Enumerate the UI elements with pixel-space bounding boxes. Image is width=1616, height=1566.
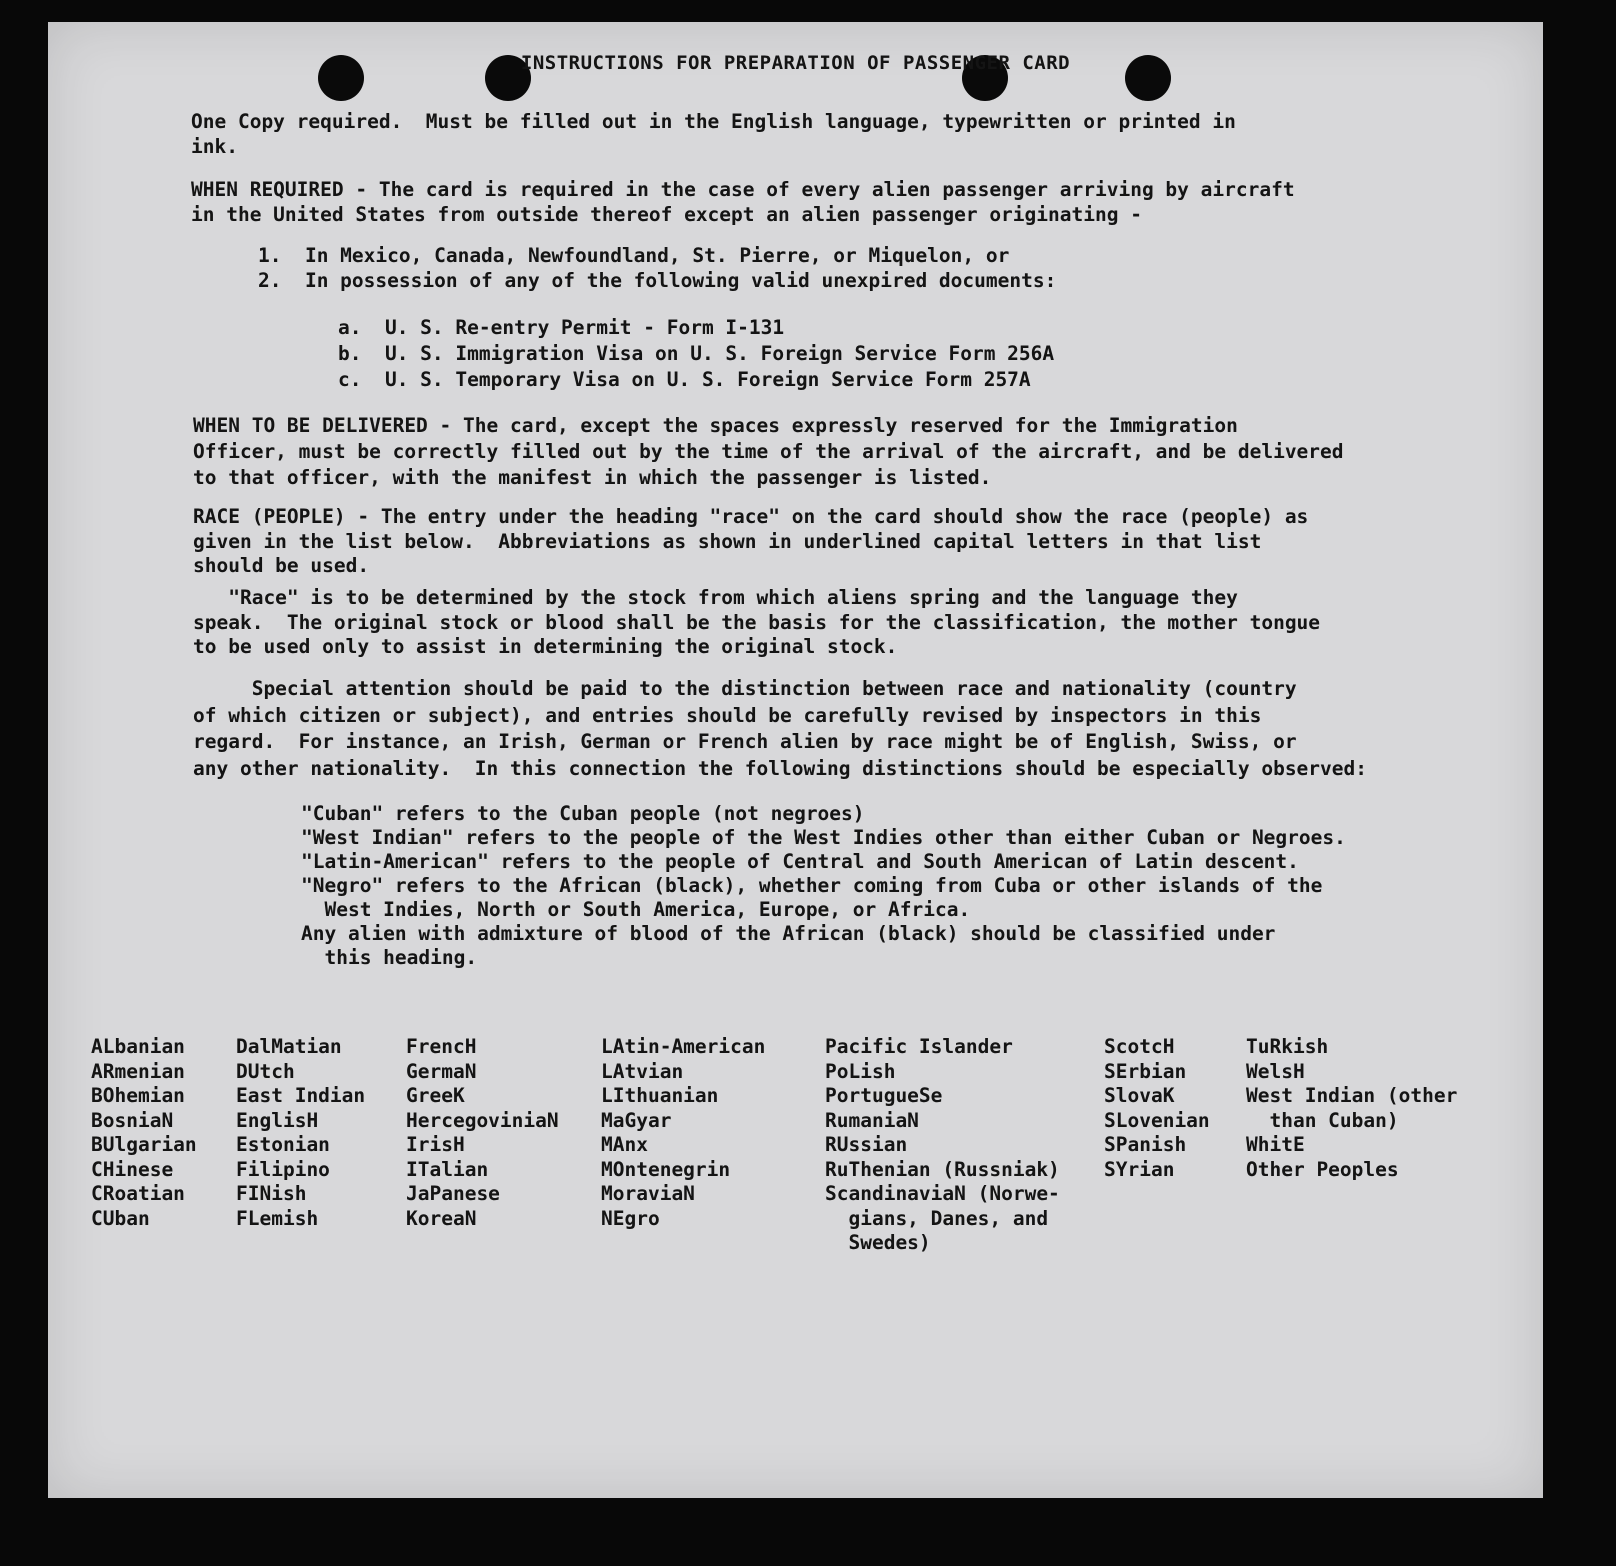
race-entry: WelsH xyxy=(1246,1059,1305,1083)
race-entry: IrisH xyxy=(406,1133,465,1156)
race-definition-text: "Race" is to be determined by the stock from which aliens spring and the language they speak. The original stock or blood shall be the basis for the classification, the mother tongue to be used only to assist in determining the original stock. xyxy=(193,586,1321,658)
race-column xyxy=(1104,1035,1210,1182)
race-entry: Other Peoples xyxy=(1246,1157,1399,1181)
race-entry: LAtin-American xyxy=(601,1035,766,1058)
race-entry: FINish xyxy=(236,1182,307,1205)
race-entry: gians, Danes, and xyxy=(825,1206,1049,1230)
race-entry: SlovaK xyxy=(1104,1084,1175,1107)
race-entry: RuThenian (Russniak) xyxy=(825,1157,1060,1181)
race-entry: than Cuban) xyxy=(1246,1108,1399,1132)
race-entry: CHinese xyxy=(91,1157,174,1181)
race-entry: CRoatian xyxy=(91,1182,185,1205)
race-column xyxy=(601,1035,765,1231)
race-entry: MAnx xyxy=(601,1133,648,1156)
race-entry: JaPanese xyxy=(406,1182,500,1205)
race-entry: BosniaN xyxy=(91,1108,174,1132)
race-entry: FrencH xyxy=(406,1035,477,1058)
race-entry: LAtvian xyxy=(601,1059,684,1083)
race-entry: ScotcH xyxy=(1104,1035,1175,1058)
race-entry: MoraviaN xyxy=(601,1182,695,1205)
race-entry: NEgro xyxy=(601,1206,660,1230)
race-entry: PortugueSe xyxy=(825,1084,943,1107)
race-entry: DUtch xyxy=(236,1059,295,1083)
race-column xyxy=(1246,1035,1457,1182)
race-column xyxy=(236,1035,365,1231)
race-entry: WhitE xyxy=(1246,1133,1305,1156)
race-entry: DalMatian xyxy=(236,1035,342,1058)
race-entry: West Indian (other xyxy=(1246,1084,1458,1107)
race-entry: MOntenegrin xyxy=(601,1157,731,1181)
race-entry: BUlgarian xyxy=(91,1133,197,1156)
race-entry: HercegoviniaN xyxy=(406,1108,559,1132)
when-required-text: WHEN REQUIRED - The card is required in the case of every alien passenger arriving by aircraft in the United States from outside thereof except an alien passenger originating - xyxy=(191,178,1295,226)
race-entry: RumaniaN xyxy=(825,1108,919,1132)
race-entry: SLovenian xyxy=(1104,1108,1210,1132)
special-attention-text: Special attention should be paid to the distinction between race and nationality (country of which citizen or subject), and entries should be carefully revised by inspectors in this regard. For instance, an Irish, German or French alien by race might be of English, Swiss, or any other nationality. In this connection the following distinctions should be especially observed: xyxy=(193,677,1367,780)
race-entry: Filipino xyxy=(236,1157,330,1181)
documents-list: a. U. S. Re-entry Permit - Form I-131 b. U. S. Immigration Visa on U. S. Foreign Service Form 256A c. U. S. Temporary Visa on U. S. Foreign Service Form 257A xyxy=(338,316,1055,391)
race-column xyxy=(406,1035,559,1231)
distinctions-list: "Cuban" refers to the Cuban people (not negroes) "West Indian" refers to the people of the West Indies other than either Cuban or Negroes. "Latin-American" refers to the people of Central and South American of Latin descent. "Negro" refers to the African (black), whether coming from Cuba or other islands of the West Indies, North or South America, Europe, or Africa. Any alien with admixture of blood of the African (black) should be classified under this heading. xyxy=(301,802,1346,969)
race-entry: RUssian xyxy=(825,1133,908,1156)
race-entry: SErbian xyxy=(1104,1059,1187,1083)
race-entry: SYrian xyxy=(1104,1157,1175,1181)
race-entry: Swedes) xyxy=(825,1231,931,1254)
race-column xyxy=(91,1035,197,1231)
race-column xyxy=(825,1035,1060,1256)
race-entry: PoLish xyxy=(825,1059,896,1083)
race-entry: East Indian xyxy=(236,1084,366,1107)
race-entry: SPanish xyxy=(1104,1133,1187,1156)
race-entry: ScandinaviaN (Norwe- xyxy=(825,1182,1060,1205)
race-entry: Estonian xyxy=(236,1133,330,1156)
race-entry: FLemish xyxy=(236,1206,319,1230)
race-heading-text: RACE (PEOPLE) - The entry under the heading "race" on the card should show the race (people) as given in the list below. Abbreviations as shown in underlined capital letters in that list should be used. xyxy=(193,505,1309,577)
race-entry: TuRkish xyxy=(1246,1035,1329,1058)
document-page xyxy=(48,22,1543,1498)
race-entry: BOhemian xyxy=(91,1084,185,1107)
race-entry: ALbanian xyxy=(91,1035,185,1058)
race-entry: ITalian xyxy=(406,1157,489,1181)
race-entry: ARmenian xyxy=(91,1059,185,1083)
page-title: INSTRUCTIONS FOR PREPARATION OF PASSENGER CARD xyxy=(520,52,1071,74)
race-entry: GermaN xyxy=(406,1059,477,1083)
race-entry: CUban xyxy=(91,1206,150,1230)
intro-text: One Copy required. Must be filled out in the English language, typewritten or printed in ink. xyxy=(191,110,1236,158)
race-entry: MaGyar xyxy=(601,1108,672,1132)
race-entry: GreeK xyxy=(406,1084,465,1107)
exemptions-list: 1. In Mexico, Canada, Newfoundland, St. Pierre, or Miquelon, or 2. In possession of any of the following valid unexpired documents: xyxy=(258,244,1057,292)
race-entry: Pacific Islander xyxy=(825,1035,1013,1058)
race-entry: LIthuanian xyxy=(601,1084,719,1107)
when-delivered-text: WHEN TO BE DELIVERED - The card, except the spaces expressly reserved for the Immigration Officer, must be correctly filled out by the time of the arrival of the aircraft, and be delivered to that officer, with the manifest in which the passenger is listed. xyxy=(193,414,1344,489)
race-entry: EnglisH xyxy=(236,1108,319,1132)
race-entry: KoreaN xyxy=(406,1206,477,1230)
